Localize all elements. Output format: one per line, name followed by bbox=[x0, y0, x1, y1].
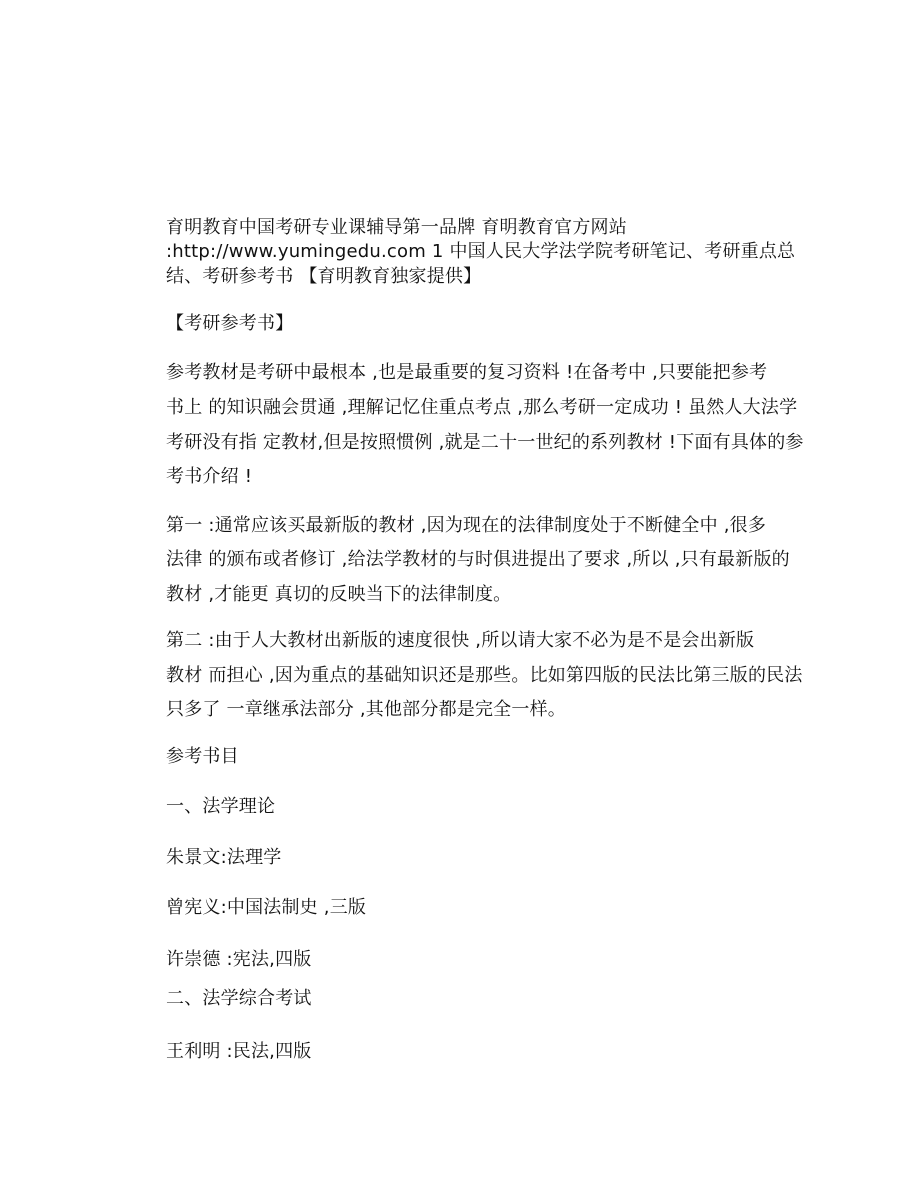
book-list-section-heading: 一、法学理论 bbox=[166, 796, 276, 817]
paragraph-line: 教材 ,才能更 真切的反映当下的法律制度。 bbox=[166, 584, 512, 605]
book-list-item: 许崇德 :宪法,四版 bbox=[166, 949, 312, 970]
paragraph-line: 第二 :由于人大教材出新版的速度很快 ,所以请大家不必为是不是会出新版 bbox=[166, 630, 755, 651]
paragraph-line: 只多了 一章继承法部分 ,其他部分都是完全一样。 bbox=[166, 699, 566, 720]
book-list-item: 曾宪义:中国法制史 ,三版 bbox=[166, 897, 367, 918]
paragraph-line: 法律 的颁布或者修订 ,给法学教材的与时俱进提出了要求 ,所以 ,只有最新版的 bbox=[166, 549, 790, 570]
paragraph-line: 第一 :通常应该买最新版的教材 ,因为现在的法律制度处于不断健全中 ,很多 bbox=[166, 515, 767, 536]
header-line: 育明教育中国考研专业课辅导第一品牌 育明教育官方网站 bbox=[166, 217, 627, 238]
paragraph-line: 考书介绍 ! bbox=[166, 466, 253, 487]
paragraph-line: 教材 而担心 ,因为重点的基础知识还是那些。比如第四版的民法比第三版的民法 bbox=[166, 665, 803, 686]
book-list-item: 朱景文:法理学 bbox=[166, 847, 282, 868]
book-list-item: 王利明 :民法,四版 bbox=[166, 1041, 312, 1062]
paragraph-line: 考研没有指 定教材,但是按照惯例 ,就是二十一世纪的系列教材 !下面有具体的参 bbox=[166, 432, 804, 453]
paragraph-line: 参考教材是考研中最根本 ,也是最重要的复习资料 !在备考中 ,只要能把参考 bbox=[166, 362, 768, 383]
book-list-title: 参考书目 bbox=[166, 746, 239, 767]
header-line: :http://www.yumingedu.com 1 中国人民大学法学院考研笔记、考研重点总 bbox=[166, 241, 796, 262]
section-title: 【考研参考书】 bbox=[166, 313, 294, 334]
book-list-section-heading: 二、法学综合考试 bbox=[166, 988, 312, 1009]
header-line: 结、考研参考书 【育明教育独家提供】 bbox=[166, 266, 482, 287]
paragraph-line: 书上 的知识融会贯通 ,理解记忆住重点考点 ,那么考研一定成功 ! 虽然人大法学 bbox=[166, 397, 798, 418]
